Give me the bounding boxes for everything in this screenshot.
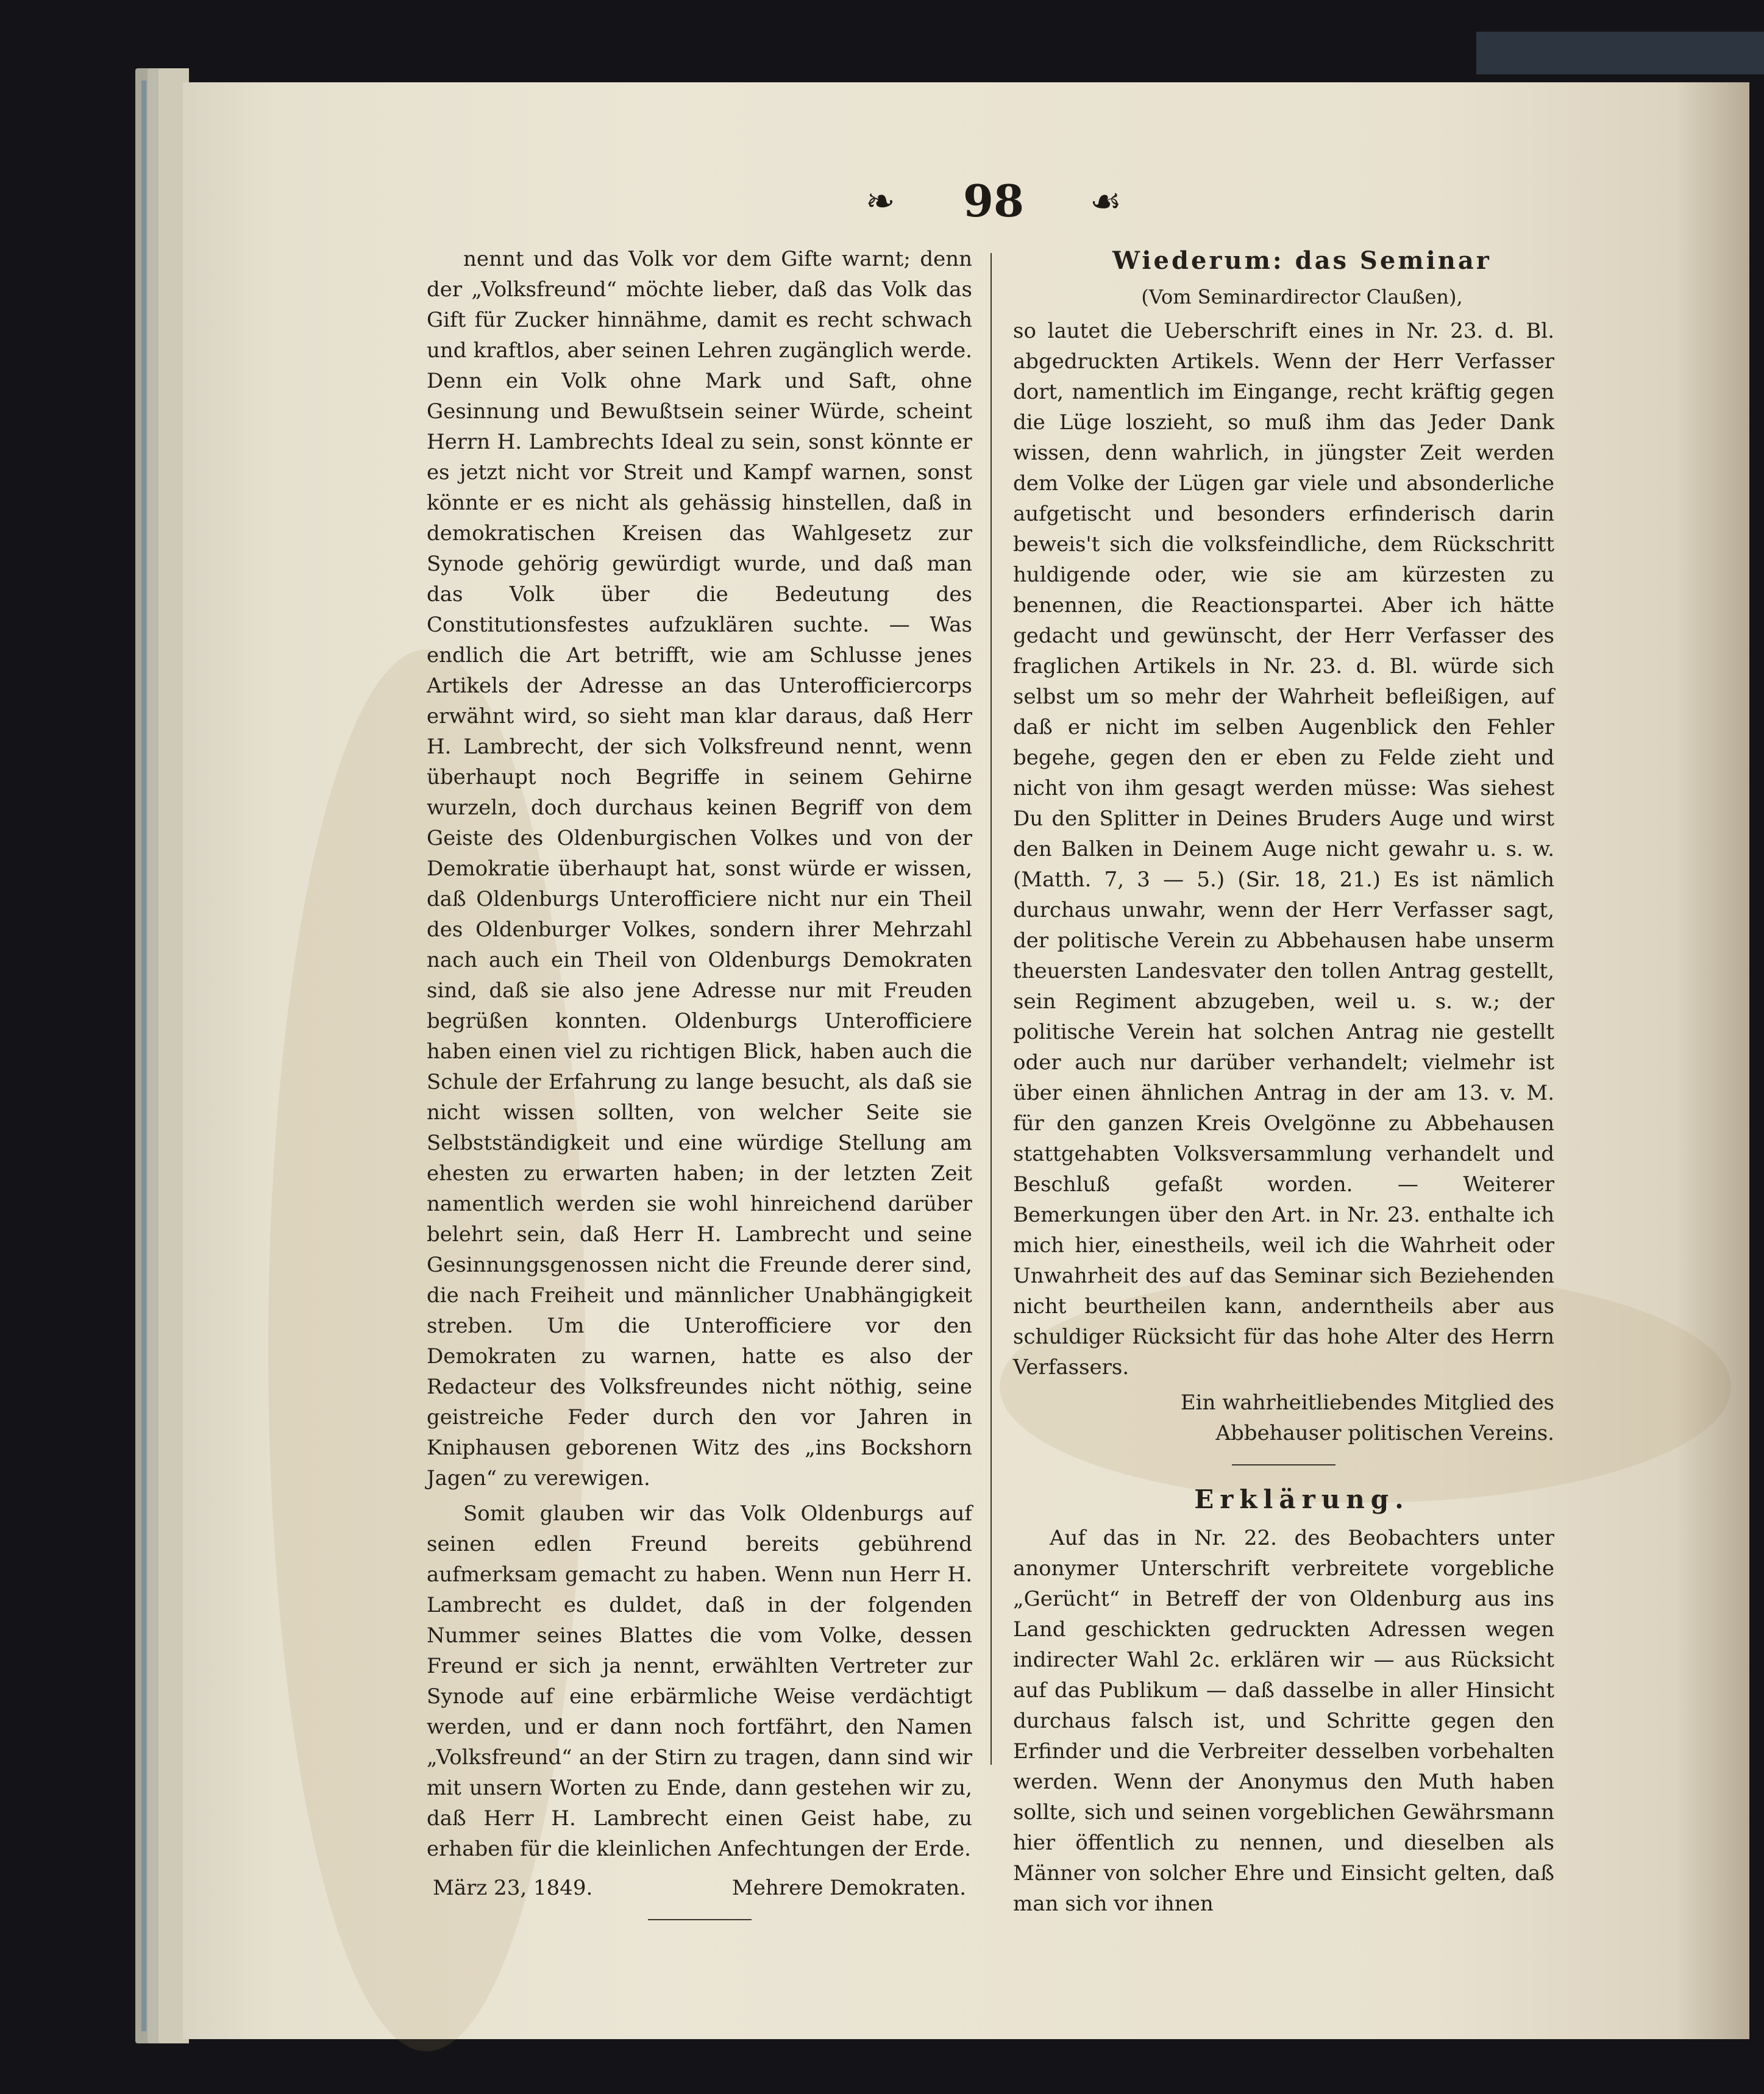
article-signature: Ein wahrheitliebendes Mitglied des Abbehauser politischen Vereins. xyxy=(1180,1391,1554,1445)
column-divider xyxy=(990,253,992,1765)
signature: Mehrere Demokraten. xyxy=(731,1876,966,1900)
section-separator xyxy=(1232,1464,1335,1465)
right-column xyxy=(1013,244,1554,1916)
paragraph: Somit glauben wir das Volk Oldenburgs auf seinen edlen Freund bereits gebührend aufmerksam gemacht zu haben. Wenn nun Herr H. Lambrecht es duldet, daß in der folgenden Nummer seines Blattes die vom Volke, dessen Freund er sich ja nennt, erwählten Vertreter zur Synode auf eine erbärmliche Weise verdächtigt werden, und er dann noch fortfährt, den Namen „Volksfreund“ an der Stirn zu tragen, dann sind wir mit unsern Worten zu Ende, dann gestehen wir zu, daß Herr H. Lambrecht einen Geist habe, zu erhaben für die kleinlichen Anfechtungen der Erde. xyxy=(427,1501,972,1861)
binding-edge xyxy=(141,80,146,2031)
article-body: Auf das in Nr. 22. des Beobachters unter anonymer Unterschrift verbreitete vorgebliche „Gerücht“ in Betreff der von Oldenburg aus ins Land geschickten gedruckten Adressen wegen indirecter Wahl 2c. erklären wir — aus Rücksicht auf das Publikum — daß dasselbe in aller Hinsicht durchaus falsch ist, und Schritte gegen den Erfinder und die Verbreiter desselben vorbehalten werden. Wenn der Anonymus den Muth haben sollte, sich und seinen vorgeblichen Gewährsmann hier öffentlich zu nennen, und dieselben als Männer von solcher Ehre und Einsicht gelten, daß man sich vor ihnen xyxy=(1013,1526,1554,1916)
article-body: so lautet die Ueberschrift eines in Nr. 23. d. Bl. abgedruckten Artikels. Wenn der Herr Verfasser dort, namentlich im Eingange, recht kräftig gegen die Lüge loszieht, so muß ihm das Jeder Dank wissen, denn wahrlich, in jüngster Zeit werden dem Volke der Lügen gar viele und absonderliche aufgetischt und besonders erfinderisch darin beweis't sich die volksfeindliche, dem Rückschritt huldigende oder, wie sie am kürzesten zu benennen, die Reactionspartei. Aber ich hätte gedacht und gewünscht, der Herr Verfasser des fraglichen Artikels in Nr. 23. d. Bl. würde sich selbst um so mehr der Wahrheit befleißigen, auf daß er nicht im selben Augenblick den Fehler begehe, gegen den er eben zu Felde zieht und nicht von ihm gesagt werden müsse: Was siehest Du den Splitter in Deines Bruders Auge und wirst den Balken in Deinem Auge nicht gewahr u. s. w. (Matth. 7, 3 — 5.) (Sir. 18, 21.) Es ist nämlich durchaus unwahr, wenn der Herr Verfasser sagt, der politische Verein zu Abbehausen habe unserm theuersten Landesvater den tollen Antrag gestellt, sein Regiment abzugeben, weil u. s. w.; der politische Verein hat solchen Antrag nie gestellt oder auch nur darüber verhandelt; vielmehr ist über einen ähnlichen Antrag in der am 13. v. M. für den ganzen Kreis Ovelgönne zu Abbehausen stattgehabten Volksversammlung verhandelt und Beschluß gefaßt worden. — Weiterer Bemerkungen über den Art. in Nr. 23. enthalte ich mich hier, einestheils, weil ich die Wahrheit oder Unwahrheit des auf das Seminar sich Beziehenden nicht beurtheilen kann, anderntheils aber aus schuldiger Rücksicht für das hohe Alter des Herrn Verfassers. xyxy=(1013,319,1554,1380)
article-title: Erklärung. xyxy=(1194,1484,1410,1514)
book-cover-edge xyxy=(1476,32,1764,74)
page-header xyxy=(866,177,1122,226)
ornament-right-icon: ☙ xyxy=(1090,180,1122,222)
article-title: Wiederum: das Seminar xyxy=(1112,246,1492,275)
date-line: März 23, 1849. xyxy=(433,1876,593,1900)
signature-row xyxy=(427,1873,972,1903)
left-column xyxy=(427,244,972,1900)
paragraph: nennt und das Volk vor dem Gifte warnt; denn der „Volksfreund“ möchte lieber, daß das Volk das Gift für Zucker hinnähme, damit es recht schwach und kraftlos, aber seinen Lehren zugänglich werde. Denn ein Volk ohne Mark und Saft, ohne Gesinnung und Bewußtsein seiner Würde, scheint Herrn H. Lambrechts Ideal zu sein, sonst könnte er es jetzt nicht vor Streit und Kampf warnen, sonst könnte er es nicht als gehässig hinstellen, daß in demokratischen Kreisen das Wahlgesetz zur Synode gehörig gewürdigt wurde, und daß man das Volk über die Bedeutung des Constitutionsfestes aufzuklären suchte. — Was endlich die Art betrifft, wie am Schlusse jenes Artikels der Adresse an das Unterofficiercorps erwähnt wird, so sieht man klar daraus, daß Herr H. Lambrecht, der sich Volksfreund nennt, wenn überhaupt noch Begriffe in seinem Gehirne wurzeln, doch durchaus keinen Begriff von dem Geiste des Oldenburgischen Volkes und von der Demokratie überhaupt hat, sonst würde er wissen, daß Oldenburgs Unterofficiere nicht nur ein Theil des Oldenburger Volkes, sondern ihrer Mehrzahl nach auch ein Theil von Oldenburgs Demokraten sind, daß sie also jene Adresse nur mit Freuden begrüßen konnten. Oldenburgs Unterofficiere haben einen viel zu richtigen Blick, haben auch die Schule der Erfahrung zu lange besucht, als daß sie nicht wissen sollten, von welcher Seite sie Selbstständigkeit und eine würdige Stellung am ehesten zu erwarten haben; in der letzten Zeit namentlich werden sie wohl hinreichend darüber belehrt sein, daß Herr H. Lambrecht und seine Gesinnungsgenossen nicht die Freunde derer sind, die nach Freiheit und männlicher Unabhängigkeit streben. Um die Unterofficiere vor den Demokraten zu warnen, hatte es also der Redacteur des Volksfreundes nicht nöthig, seine geistreiche Feder durch den vor Jahren in Kniphausen geborenen Witz des „ins Bockshorn Jagen“ zu verewigen. xyxy=(427,247,972,1490)
page-number: 98 xyxy=(962,175,1025,227)
section-separator xyxy=(648,1919,752,1920)
gutter-shadow xyxy=(1676,82,1749,2039)
ornament-left-icon: ❧ xyxy=(866,180,895,222)
article-subtitle: (Vom Seminardirector Claußen), xyxy=(1141,285,1463,308)
